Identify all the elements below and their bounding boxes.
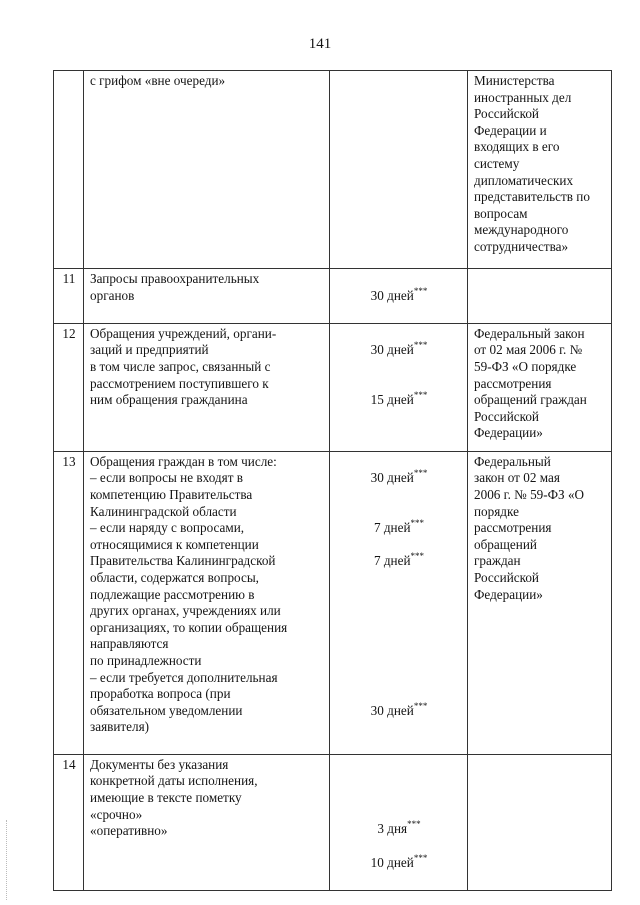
row-description: Обращения учреждений, органи- заций и предприятий в том числе запрос, связанный с рассмотрением поступившего к ним обращения гражданина [84,323,330,451]
page-number: 141 [308,36,332,52]
term-item: 30 дней*** [370,468,428,486]
term-item: 30 дней*** [370,700,428,718]
row-basis: Министерства иностранных дел Российской Федерации и входящих в его систему дипломатических представительств по вопросам международного сотрудничества» [468,71,612,269]
table-row [54,269,612,324]
row-number [54,71,84,269]
row-terms [330,71,468,269]
row-terms [330,451,468,754]
term-item: 15 дней*** [370,390,428,408]
scan-margin-mark [6,820,7,900]
row-basis: Федеральный закон от 02 мая 2006 г. № 59-ФЗ «О порядке рассмотрения обращений граждан Российской Федерации» [468,451,612,754]
row-basis [468,754,612,890]
deadlines-table [53,70,612,891]
row-basis [468,269,612,324]
table-row [54,323,612,451]
term-item: 3 дня*** [377,819,421,837]
row-number: 11 [54,269,84,324]
row-number: 14 [54,754,84,890]
table-row [54,451,612,754]
term-item: 7 дней*** [373,551,425,569]
term-item: 30 дней*** [370,285,428,303]
term-item: 10 дней*** [370,852,428,870]
row-number: 12 [54,323,84,451]
term-item: 7 дней*** [373,518,425,536]
term-item: 30 дней*** [370,340,428,358]
row-terms [330,269,468,324]
row-number: 13 [54,451,84,754]
row-description: Обращения граждан в том числе: – если вопросы не входят в компетенцию Правительства Калининградской области – если наряду с вопросами, относящимися к компетенции Правительства Калининградской области, содержатся вопросы, подлежащие рассмотрению в других органах, учреждениях или организациях, то копии обращения направляются по принадлежности – если требуется дополнительная проработка вопроса (при обязательном уведомлении заявителя) [84,451,330,754]
row-description: Запросы правоохранительных органов [84,269,330,324]
row-description: Документы без указания конкретной даты исполнения, имеющие в тексте пометку «срочно» «оперативно» [84,754,330,890]
row-basis: Федеральный закон от 02 мая 2006 г. № 59-ФЗ «О порядке рассмотрения обращений граждан Российской Федерации» [468,323,612,451]
row-terms [330,754,468,890]
row-description: с грифом «вне очереди» [84,71,330,269]
table-row [54,754,612,890]
table-row [54,71,612,269]
row-terms [330,323,468,451]
